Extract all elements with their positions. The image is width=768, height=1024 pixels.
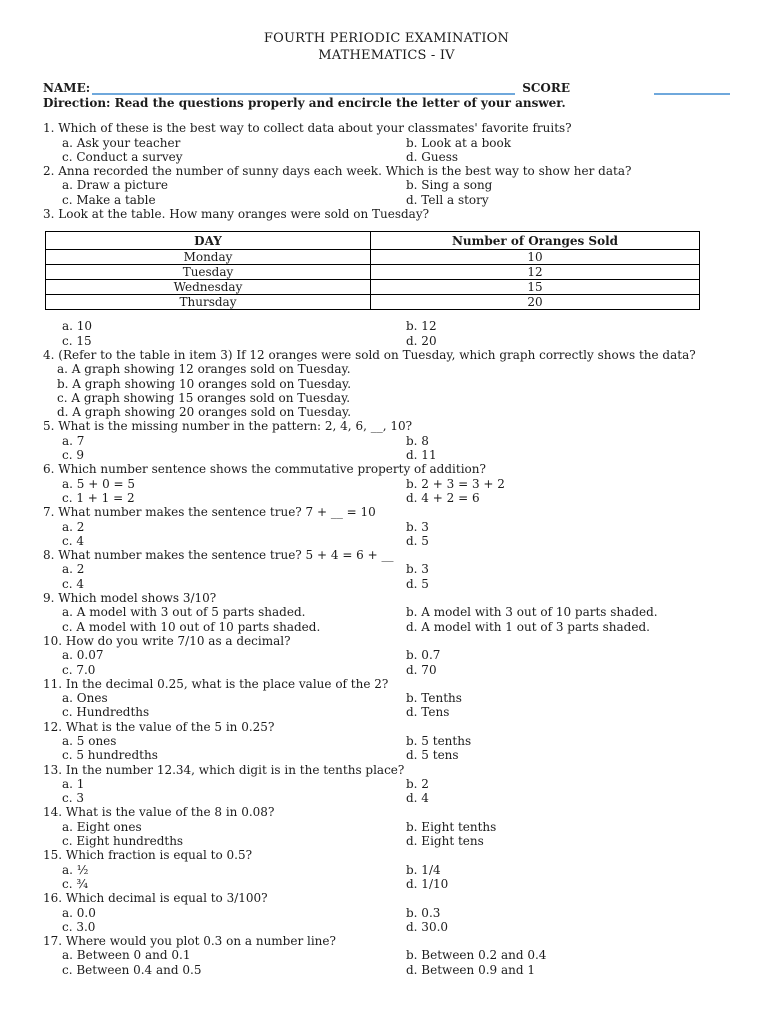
option-d: d. 70: [406, 662, 437, 677]
question-9: [43, 591, 730, 634]
option-d: d. A graph showing 20 oranges sold on Tuesday.: [57, 405, 352, 420]
question-text: 2. Anna recorded the number of sunny days each week. Which is the best way to show her data?: [43, 164, 632, 179]
table-row: [46, 250, 700, 265]
options: [43, 863, 730, 892]
table-cell: Tuesday: [46, 265, 371, 280]
option-b: b. 2 + 3 = 3 + 2: [406, 476, 505, 491]
options: [43, 605, 730, 634]
question-text: 17. Where would you plot 0.3 on a number line?: [43, 934, 336, 949]
option-a: a. Ones: [62, 691, 108, 706]
option-d: d. 5 tens: [406, 748, 459, 763]
option-d: d. 1/10: [406, 876, 449, 891]
options: [43, 906, 730, 935]
question-text: 8. What number makes the sentence true? 5 + 4 = 6 + __: [43, 548, 394, 563]
question-4: [43, 348, 730, 419]
option-d: d. Between 0.9 and 1: [406, 962, 535, 977]
option-c: c. 4: [62, 576, 84, 591]
name-score-row: [43, 78, 730, 95]
option-c: c. Make a table: [62, 192, 156, 207]
option-b: b. 12: [406, 319, 437, 334]
option-c: c. A graph showing 15 oranges sold on Tuesday.: [57, 390, 351, 405]
exam-title-line1: FOURTH PERIODIC EXAMINATION: [263, 31, 510, 46]
table-cell: 15: [371, 280, 700, 295]
option-c: c. 4: [62, 533, 84, 548]
option-b: b. 0.3: [406, 905, 441, 920]
options: [43, 820, 730, 849]
options: [43, 648, 730, 677]
table-row: [46, 295, 700, 310]
option-d: d. 5: [406, 533, 429, 548]
option-c: c. Eight hundredths: [62, 834, 184, 849]
question-text: 9. Which model shows 3/10?: [43, 591, 217, 606]
option-c: c. Between 0.4 and 0.5: [62, 962, 202, 977]
option-a: a. A graph showing 12 oranges sold on Tuesday.: [57, 362, 351, 377]
option-a: a. 0.07: [62, 648, 104, 663]
options: [43, 948, 730, 977]
options: [43, 319, 730, 348]
table-row: [46, 265, 700, 280]
option-c: c. 15: [62, 333, 92, 348]
option-d: d. Eight tens: [406, 834, 484, 849]
question-text: 16. Which decimal is equal to 3/100?: [43, 891, 268, 906]
question-text: 5. What is the missing number in the pattern: 2, 4, 6, __, 10?: [43, 419, 413, 434]
option-d: d. 20: [406, 333, 437, 348]
exam-title-line2: MATHEMATICS - IV: [318, 48, 455, 63]
option-d: d. 4: [406, 791, 429, 806]
score-label: SCORE: [522, 80, 570, 95]
table-cell: 12: [371, 265, 700, 280]
question-2: [43, 164, 730, 207]
option-a: a. Between 0 and 0.1: [62, 948, 191, 963]
option-c: c. 9: [62, 448, 84, 463]
option-a: a. Draw a picture: [62, 178, 168, 193]
option-d: d. Tens: [406, 705, 450, 720]
table-cell: 10: [371, 250, 700, 265]
options: [43, 477, 730, 506]
question-13: [43, 763, 730, 806]
option-b: b. A model with 3 out of 10 parts shaded.: [406, 605, 658, 620]
option-a: a. ½: [62, 862, 89, 877]
option-a: a. 0.0: [62, 905, 96, 920]
option-b: b. Tenths: [406, 691, 462, 706]
option-c: c. ¾: [62, 876, 88, 891]
option-c: c. 1 + 1 = 2: [62, 490, 135, 505]
question-text: 13. In the number 12.34, which digit is in the tenths place?: [43, 762, 405, 777]
option-a: a. 5 + 0 = 5: [62, 476, 136, 491]
table-cell: 20: [371, 295, 700, 310]
option-b: b. Between 0.2 and 0.4: [406, 948, 547, 963]
option-b: b. A graph showing 10 oranges sold on Tuesday.: [57, 376, 352, 391]
question-text: 1. Which of these is the best way to collect data about your classmates' favorite fruits?: [43, 121, 572, 136]
options: [43, 691, 730, 720]
options: [43, 520, 730, 549]
question-1: [43, 121, 730, 164]
question-6: [43, 462, 730, 505]
table-cell: Thursday: [46, 295, 371, 310]
options: [43, 777, 730, 806]
option-b: b. 3: [406, 519, 429, 534]
option-c: c. 5 hundredths: [62, 748, 158, 763]
option-b: b. 2: [406, 776, 429, 791]
table-header-cell: Number of Oranges Sold: [371, 232, 700, 250]
name-label: NAME:: [43, 80, 91, 95]
table-row: [46, 280, 700, 295]
option-c: c. Conduct a survey: [62, 149, 183, 164]
option-a: a. Ask your teacher: [62, 135, 181, 150]
table-header-row: [46, 232, 700, 250]
option-b: b. 3: [406, 562, 429, 577]
question-16: [43, 891, 730, 934]
option-d: d. Guess: [406, 149, 459, 164]
oranges-table: [45, 231, 700, 310]
options: [43, 734, 730, 763]
option-b: b. 8: [406, 433, 429, 448]
option-a: a. 2: [62, 562, 85, 577]
option-d: d. 30.0: [406, 919, 449, 934]
options: [43, 136, 730, 165]
score-blank-line: [654, 80, 730, 95]
option-d: d. 5: [406, 576, 429, 591]
options: [43, 362, 730, 419]
question-text: 15. Which fraction is equal to 0.5?: [43, 848, 253, 863]
option-c: c. 3: [62, 791, 84, 806]
question-text: 7. What number makes the sentence true? 7 + __ = 10: [43, 505, 376, 520]
question-17: [43, 934, 730, 977]
option-c: c. 7.0: [62, 662, 96, 677]
option-b: b. 1/4: [406, 862, 441, 877]
question-text: 3. Look at the table. How many oranges were sold on Tuesday?: [43, 207, 430, 222]
option-b: b. Sing a song: [406, 178, 493, 193]
question-15: [43, 848, 730, 891]
question-7: [43, 505, 730, 548]
table-header-cell: DAY: [46, 232, 371, 250]
question-3: [43, 207, 730, 348]
option-a: a. 10: [62, 319, 93, 334]
option-a: a. 7: [62, 433, 85, 448]
question-text: 11. In the decimal 0.25, what is the place value of the 2?: [43, 676, 389, 691]
option-d: d. 4 + 2 = 6: [406, 490, 480, 505]
question-10: [43, 634, 730, 677]
question-text: 4. (Refer to the table in item 3) If 12 oranges were sold on Tuesday, which graph correctly shows the data?: [43, 347, 696, 362]
question-14: [43, 805, 730, 848]
question-5: [43, 419, 730, 462]
option-b: b. Look at a book: [406, 135, 511, 150]
question-text: 14. What is the value of the 8 in 0.08?: [43, 805, 275, 820]
questions: [43, 121, 730, 977]
option-b: b. Eight tenths: [406, 819, 497, 834]
option-a: a. 1: [62, 776, 85, 791]
question-text: 6. Which number sentence shows the commutative property of addition?: [43, 462, 486, 477]
options: [43, 562, 730, 591]
options: [43, 178, 730, 207]
exam-title: [43, 30, 730, 64]
table-cell: Monday: [46, 250, 371, 265]
option-d: d. A model with 1 out of 3 parts shaded.: [406, 619, 650, 634]
options: [43, 434, 730, 463]
option-d: d. 11: [406, 448, 437, 463]
question-text: 12. What is the value of the 5 in 0.25?: [43, 719, 275, 734]
table-cell: Wednesday: [46, 280, 371, 295]
question-12: [43, 720, 730, 763]
option-b: b. 5 tenths: [406, 733, 472, 748]
option-d: d. Tell a story: [406, 192, 489, 207]
option-a: a. 2: [62, 519, 85, 534]
option-a: a. 5 ones: [62, 733, 117, 748]
option-b: b. 0.7: [406, 648, 441, 663]
question-11: [43, 677, 730, 720]
question-8: [43, 548, 730, 591]
option-c: c. 3.0: [62, 919, 96, 934]
option-a: a. Eight ones: [62, 819, 142, 834]
option-c: c. A model with 10 out of 10 parts shaded.: [62, 619, 321, 634]
option-c: c. Hundredths: [62, 705, 150, 720]
question-text: 10. How do you write 7/10 as a decimal?: [43, 633, 291, 648]
option-a: a. A model with 3 out of 5 parts shaded.: [62, 605, 306, 620]
direction-text: Direction: Read the questions properly and encircle the letter of your answer.: [43, 96, 566, 110]
name-blank-line: [92, 80, 515, 95]
